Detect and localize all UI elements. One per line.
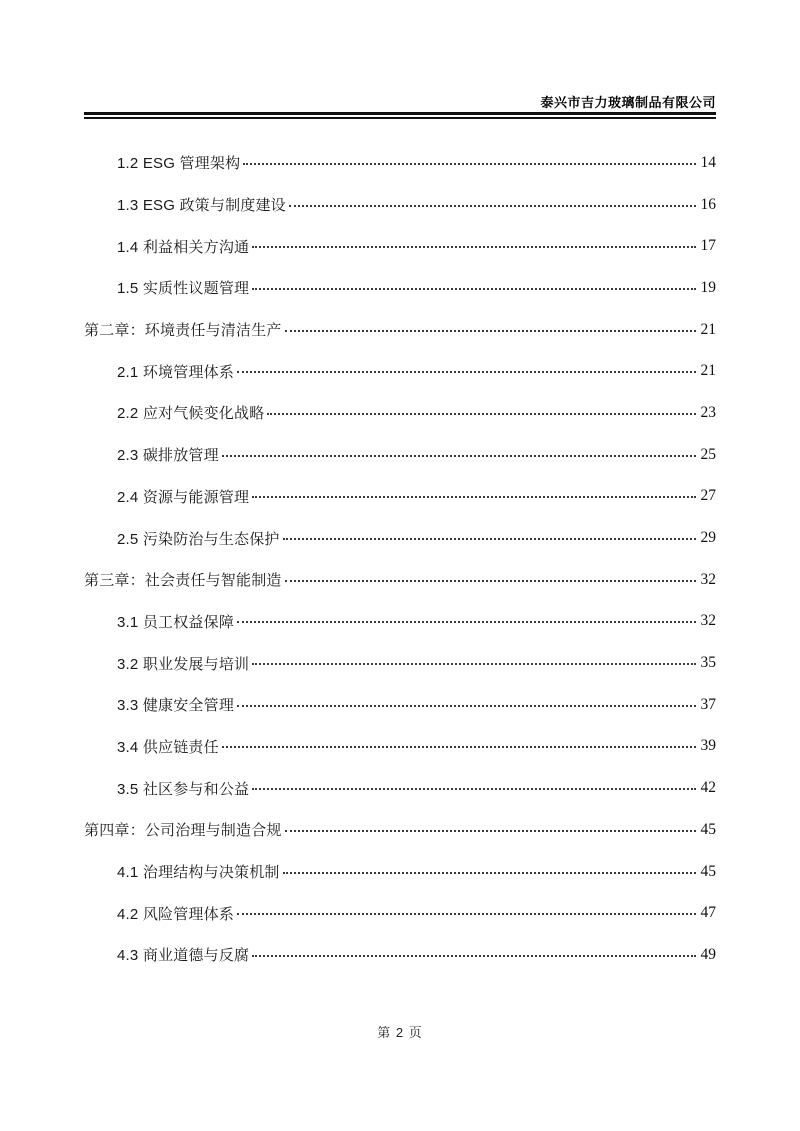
toc-entry-page-number: 42 xyxy=(700,779,716,797)
toc-dot-leader xyxy=(283,538,696,540)
toc-entry-title: 4.2 风险管理体系 xyxy=(117,905,235,923)
toc-entry-page-number: 47 xyxy=(700,904,716,922)
toc-entry-page-number: 39 xyxy=(700,737,716,755)
toc-entry-page-number: 16 xyxy=(700,195,716,213)
toc-entry-row xyxy=(84,601,716,643)
toc-entry-page-number: 14 xyxy=(700,153,716,171)
toc-entry-title: 1.4 利益相关方沟通 xyxy=(117,238,250,256)
toc-chapter-row xyxy=(84,309,716,351)
toc-list xyxy=(84,142,716,976)
toc-dot-leader xyxy=(252,288,695,290)
toc-entry-page-number: 29 xyxy=(700,529,716,547)
toc-entry-row xyxy=(84,517,716,559)
toc-entry-page-number: 25 xyxy=(700,445,716,463)
toc-entry-row xyxy=(84,476,716,518)
toc-dot-leader xyxy=(237,371,695,373)
toc-entry-row xyxy=(84,267,716,309)
toc-entry-row xyxy=(84,350,716,392)
toc-entry-page-number: 17 xyxy=(700,237,716,255)
toc-entry-page-number: 19 xyxy=(700,278,716,296)
toc-entry-row xyxy=(84,392,716,434)
toc-entry-title: 2.2 应对气候变化战略 xyxy=(117,405,265,423)
toc-entry-page-number: 45 xyxy=(700,820,716,838)
toc-dot-leader xyxy=(252,663,695,665)
toc-entry-page-number: 32 xyxy=(700,612,716,630)
toc-entry-row xyxy=(84,184,716,226)
toc-entry-title: 1.2 ESG 管理架构 xyxy=(117,155,241,173)
toc-entry-page-number: 37 xyxy=(700,695,716,713)
toc-chapter-row xyxy=(84,809,716,851)
toc-entry-title: 4.3 商业道德与反腐 xyxy=(117,947,250,965)
toc-chapter-row xyxy=(84,559,716,601)
toc-dot-leader xyxy=(285,580,696,582)
toc-dot-leader xyxy=(283,872,696,874)
toc-entry-row xyxy=(84,434,716,476)
toc-entry-title: 2.1 环境管理体系 xyxy=(117,363,235,381)
page-number-footer: 第 2 页 xyxy=(377,1025,423,1040)
toc-dot-leader xyxy=(237,621,695,623)
toc-entry-title: 3.4 供应链责任 xyxy=(117,738,219,756)
toc-dot-leader xyxy=(267,413,695,415)
toc-dot-leader xyxy=(252,955,695,957)
toc-entry-row xyxy=(84,225,716,267)
toc-entry-row xyxy=(84,767,716,809)
toc-entry-title: 4.1 治理结构与决策机制 xyxy=(117,864,280,882)
toc-dot-leader xyxy=(252,246,695,248)
toc-entry-title: 2.4 资源与能源管理 xyxy=(117,488,250,506)
toc-entry-row xyxy=(84,851,716,893)
page-header-company: 泰兴市吉力玻璃制品有限公司 xyxy=(540,95,716,110)
toc-entry-page-number: 49 xyxy=(700,945,716,963)
toc-entry-title: 3.3 健康安全管理 xyxy=(117,697,235,715)
toc-entry-page-number: 32 xyxy=(700,570,716,588)
toc-entry-page-number: 45 xyxy=(700,862,716,880)
toc-entry-page-number: 35 xyxy=(700,654,716,672)
toc-entry-page-number: 27 xyxy=(700,487,716,505)
toc-dot-leader xyxy=(289,205,696,207)
toc-dot-leader xyxy=(243,163,695,165)
toc-dot-leader xyxy=(252,788,695,790)
toc-dot-leader xyxy=(222,455,696,457)
toc-dot-leader xyxy=(285,330,696,332)
toc-entry-title: 2.5 污染防治与生态保护 xyxy=(117,530,280,548)
toc-entry-title: 3.1 员工权益保障 xyxy=(117,613,235,631)
toc-entry-title: 1.3 ESG 政策与制度建设 xyxy=(117,197,286,215)
toc-entry-title: 第二章：环境责任与清洁生产 xyxy=(84,322,282,340)
toc-dot-leader xyxy=(237,705,695,707)
toc-entry-row xyxy=(84,934,716,976)
toc-dot-leader xyxy=(222,746,696,748)
toc-dot-leader xyxy=(252,496,695,498)
toc-entry-title: 3.5 社区参与和公益 xyxy=(117,780,250,798)
toc-entry-row xyxy=(84,642,716,684)
toc-entry-page-number: 21 xyxy=(700,362,716,380)
header-divider-rule xyxy=(84,112,716,119)
toc-entry-row xyxy=(84,892,716,934)
toc-entry-title: 第四章：公司治理与制造合规 xyxy=(84,822,282,840)
toc-entry-title: 2.3 碳排放管理 xyxy=(117,447,219,465)
toc-entry-page-number: 21 xyxy=(700,320,716,338)
toc-entry-title: 3.2 职业发展与培训 xyxy=(117,655,250,673)
toc-entry-page-number: 23 xyxy=(700,403,716,421)
toc-entry-row xyxy=(84,684,716,726)
toc-entry-row xyxy=(84,726,716,768)
toc-entry-title: 1.5 实质性议题管理 xyxy=(117,280,250,298)
toc-entry-row xyxy=(84,142,716,184)
toc-dot-leader xyxy=(285,830,696,832)
toc-dot-leader xyxy=(237,913,695,915)
toc-entry-title: 第三章：社会责任与智能制造 xyxy=(84,572,282,590)
